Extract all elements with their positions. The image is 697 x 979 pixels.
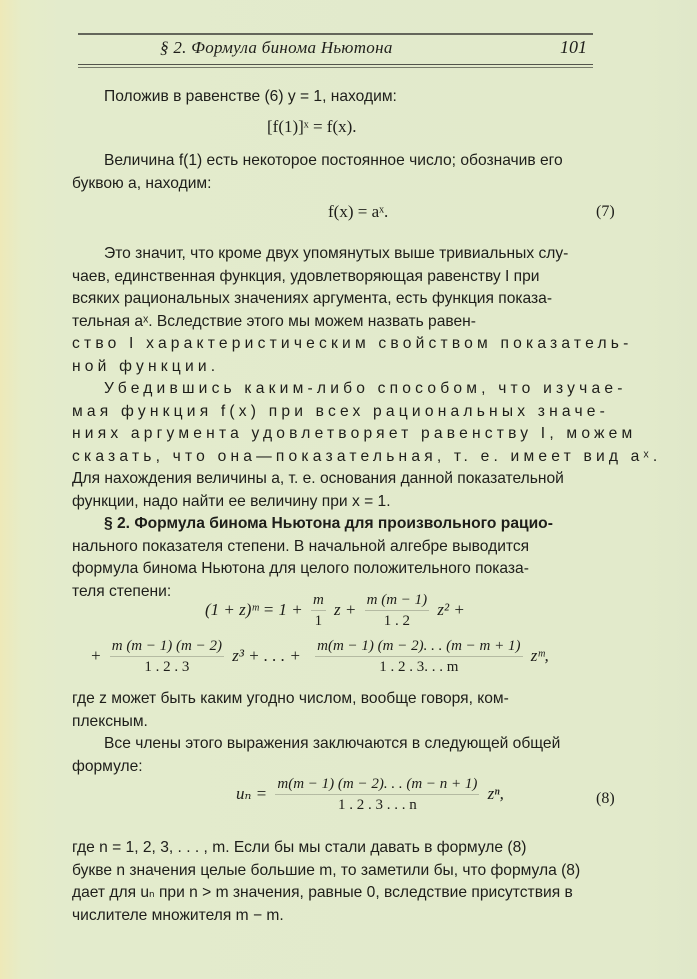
equation-7: f(x) = aˣ. [328,202,389,221]
equation-number-8: (8) [596,790,615,807]
header-rule-bottom [78,64,593,65]
fraction: m (m − 1) (m − 2) 1 . 2 . 3 [111,638,222,675]
text-line: буквою a, находим: [72,174,212,192]
text-line: где n = 1, 2, 3, . . . , m. Если бы мы стали давать в формуле (8) [72,839,527,856]
binomial-formula-line-1: (1 + z)ᵐ = 1 + m 1 z + m (m − 1) 1 . 2 z² + [205,592,465,629]
paragraph-2 [72,150,628,195]
equation-number-7: (7) [596,203,615,220]
text-line-spaced: ство I характеристическим свойством показатель- [72,335,633,353]
text-line-spaced: Убедившись каким-либо способом, что изучае- [104,380,627,397]
paragraph-7 [72,733,628,778]
running-head: § 2. Формула бинома Ньютона [160,38,393,57]
text-line: дает для uₙ при n > m значения, равные 0, вследствие присутствия в [72,884,573,902]
paragraph-6 [72,688,628,733]
equation-8: uₙ = m(m − 1) (m − 2). . . (m − n + 1) 1 . 2 . 3 . . . n zⁿ, [236,776,504,813]
text-line: Все члены этого выражения заключаются в следующей общей [104,735,561,752]
text-line: теля степени: [72,582,172,600]
text-line: числителе множителя m − m. [72,906,284,924]
text-line: где z может быть каким угодно числом, вообще говоря, ком- [72,690,509,707]
section-heading-line: § 2. Формула бинома Ньютона для произвольного рацио- [104,515,553,532]
text-line: букве n значения целые большие m, то заметили бы, что формула (8) [72,861,581,879]
binomial-formula-line-2: + m (m − 1) (m − 2) 1 . 2 . 3 z³ + . . . + m(m − 1) (m − 2). . . (m − m + 1) 1 . 2 . 3. . . m zᵐ, [90,638,549,675]
paragraph-3 [72,243,633,379]
text-line: тельная aˣ. Вследствие этого мы можем назвать равен- [72,312,476,330]
header-rule-top [78,33,593,35]
text-line: формуле: [72,757,143,775]
binomial-lhs: (1 + z)ᵐ = 1 + [205,599,303,619]
paragraph-8 [72,837,628,927]
text-line: нального показателя степени. В начальной алгебре выводится [72,537,530,555]
text-line: чаев, единственная функция, удовлетворяющая равенству I при [72,267,540,285]
fraction: m (m − 1) 1 . 2 [366,592,428,629]
text-line: всяких рациональных значениях аргумента, есть функция показа- [72,290,553,308]
text-line: Для нахождения величины a, т. е. основания данной показательной [72,470,564,488]
text-line: плексным. [72,712,148,730]
text-line: Положив в равенстве (6) y = 1, находим: [104,88,397,105]
fraction: m(m − 1) (m − 2). . . (m − n + 1) 1 . 2 . 3 . . . n [277,776,478,813]
page-number: 101 [560,37,587,57]
text-line-spaced: ной функции. [72,357,220,375]
text-line: Величина f(1) есть некоторое постоянное число; обозначив его [104,152,563,169]
paragraph-1 [72,86,628,109]
fraction: m(m − 1) (m − 2). . . (m − m + 1) 1 . 2 . 3. . . m [317,638,521,675]
text-line: формула бинома Ньютона для целого положительного показа- [72,560,529,578]
text-line-spaced: ниях аргумента удовлетворяет равенству I, можем [72,425,637,443]
text-line: функции, надо найти ее величину при x = 1. [72,492,391,510]
text-line: Это значит, что кроме двух упомянутых выше тривиальных слу- [104,245,569,262]
paragraph-4 [72,378,662,514]
fraction: m 1 [312,592,324,629]
header-rule-bottom-2 [78,67,593,68]
text-line-spaced: мая функция f(x) при всех рациональных значе- [72,402,610,420]
text-line-spaced: сказать, что она—показательная, т. е. имеет вид aˣ. [72,447,662,465]
paragraph-5 [72,513,628,603]
equation-1: [f(1)]ˣ = f(x). [267,117,357,136]
